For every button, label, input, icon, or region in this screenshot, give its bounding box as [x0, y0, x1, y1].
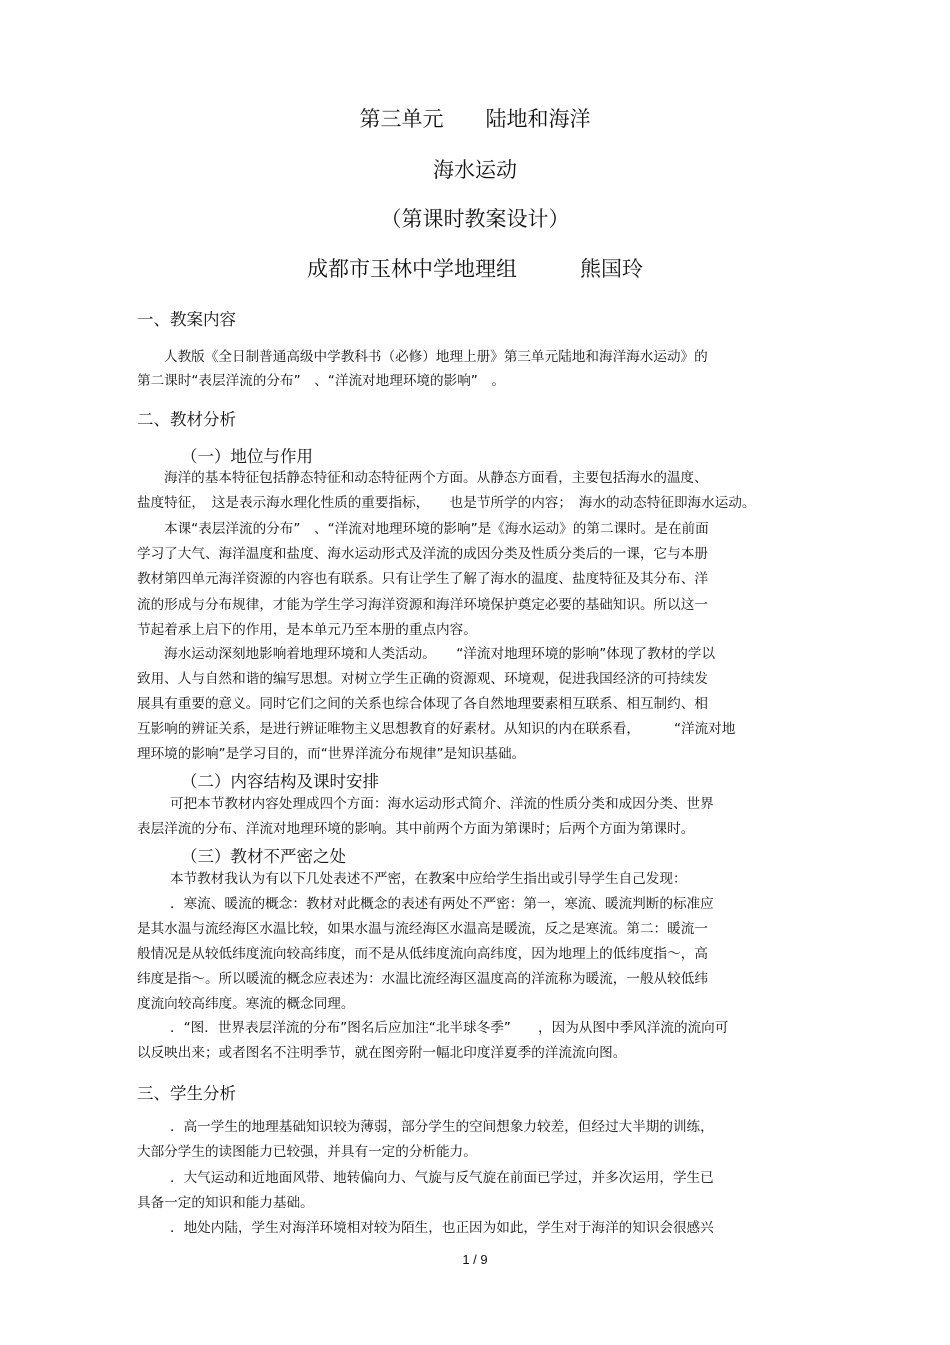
paragraph-line: 海水运动深刻地影响着地理环境和人类活动。 “洋流对地理环境的影响”体现了教材的学以 [164, 646, 716, 662]
paragraph-line: 是其水温与流经海区水温比较，如果水温与流经海区水温高是暖流，反之是寒流。第二：暖流一 [137, 921, 708, 937]
paragraph-line: ．寒流、暖流的概念：教材对此概念的表述有两处不严密：第一，寒流、暖流判断的标准应 [170, 896, 714, 912]
paragraph-line: 海洋的基本特征包括静态特征和动态特征两个方面。从静态方面看，主要包括海水的温度、 [164, 470, 708, 486]
paragraph-line: 教材第四单元海洋资源的内容也有联系。只有让学生了解了海水的温度、盐度特征及其分布、洋 [137, 571, 708, 587]
paragraph-line: ．大气运动和近地面风带、地转偏向力、气旋与反气旋在前面已学过，并多次运用，学生已 [170, 1170, 714, 1186]
paragraph-line: 可把本节教材内容处理成四个方面：海水运动形式简介、洋流的性质分类和成因分类、世界 [170, 796, 714, 812]
paragraph-line: 本课“表层洋流的分布” 、“洋流对地理环境的影响”是《海水运动》的第二课时。是在前面 [164, 521, 709, 537]
paragraph-line: 度流向较高纬度。寒流的概念同理。 [137, 996, 355, 1012]
paragraph-line: 纬度是指～。所以暖流的概念应表述为：水温比流经海区温度高的洋流称为暖流，一般从较低纬 [137, 971, 708, 987]
paragraph-line: 表层洋流的分布、洋流对地理环境的影响。其中前两个方面为第课时；后两个方面为第课时。 [137, 821, 695, 837]
paragraph-line: 具备一定的知识和能力基础。 [137, 1195, 314, 1211]
paragraph-line: 第二课时“表层洋流的分布” 、“洋流对地理环境的影响” 。 [137, 373, 506, 389]
section-heading-3: 三、学生分析 [137, 1084, 236, 1103]
paragraph-line: ．“图．世界表层洋流的分布”图名后应加注“北半球冬季” ，因为从图中季风洋流的流向可 [170, 1020, 729, 1036]
author-line: 成都市玉林中学地理组 熊国玲 [307, 257, 643, 281]
paragraph-line: 本节教材我认为有以下几处表述不严密，在教案中应给学生指出或引导学生自己发现： [170, 871, 687, 887]
paragraph-line: 互影响的辨证关系，是进行辨证唯物主义思想教育的好素材。从知识的内在联系看， “洋流对地 [137, 721, 736, 737]
subsection-heading: （二）内容结构及课时安排 [181, 772, 379, 791]
paragraph-line: 人教版《全日制普通高级中学教科书（必修）地理上册》第三单元陆地和海洋海水运动》的 [164, 349, 708, 365]
paragraph-line: 以反映出来；或者图名不注明季节，就在图旁附一幅北印度洋夏季的洋流流向图。 [137, 1045, 627, 1061]
paragraph-line: 般情况是从较低纬度流向较高纬度，而不是从低纬度流向高纬度，因为地理上的低纬度指～，高 [137, 946, 708, 962]
paragraph-line: 展具有重要的意义。同时它们之间的关系也综合体现了各自然地理要素相互联系、相互制约、相 [137, 696, 708, 712]
page-number: 1 / 9 [462, 1252, 488, 1267]
paragraph-line: 流的形成与分布规律，才能为学生学习海洋资源和海洋环境保护奠定必要的基础知识。所以这一 [137, 597, 708, 613]
lesson-subtitle: （第课时教案设计） [380, 207, 570, 231]
subsection-heading: （三）教材不严密之处 [181, 847, 346, 866]
paragraph-line: 节起着承上启下的作用，是本单元乃至本册的重点内容。 [137, 622, 477, 638]
section-heading-1: 一、教案内容 [137, 310, 236, 329]
unit-title: 第三单元 陆地和海洋 [359, 107, 591, 131]
section-heading-2: 二、教材分析 [137, 410, 236, 429]
subsection-heading: （一）地位与作用 [181, 447, 313, 466]
paragraph-line: 大部分学生的读图能力已较强，并具有一定的分析能力。 [137, 1144, 477, 1160]
paragraph-line: 学习了大气、海洋温度和盐度、海水运动形式及洋流的成因分类及性质分类后的一课，它与本册 [137, 546, 708, 562]
paragraph-line: 盐度特征， 这是表示海水理化性质的重要指标， 也是节所学的内容； 海水的动态特征即海水运动。 [137, 495, 756, 511]
paragraph-line: 致用、人与自然和谐的编写思想。对树立学生正确的资源观、环境观，促进我国经济的可持续发 [137, 671, 708, 687]
paragraph-line: ．高一学生的地理基础知识较为薄弱，部分学生的空间想象力较差，但经过大半期的训练， [170, 1119, 714, 1135]
lesson-title: 海水运动 [433, 158, 517, 182]
paragraph-line: 理环境的影响”是学习目的，而“世界洋流分布规律”是知识基础。 [137, 746, 526, 762]
paragraph-line: ．地处内陆，学生对海洋环境相对较为陌生，也正因为如此，学生对于海洋的知识会很感兴 [170, 1220, 714, 1236]
